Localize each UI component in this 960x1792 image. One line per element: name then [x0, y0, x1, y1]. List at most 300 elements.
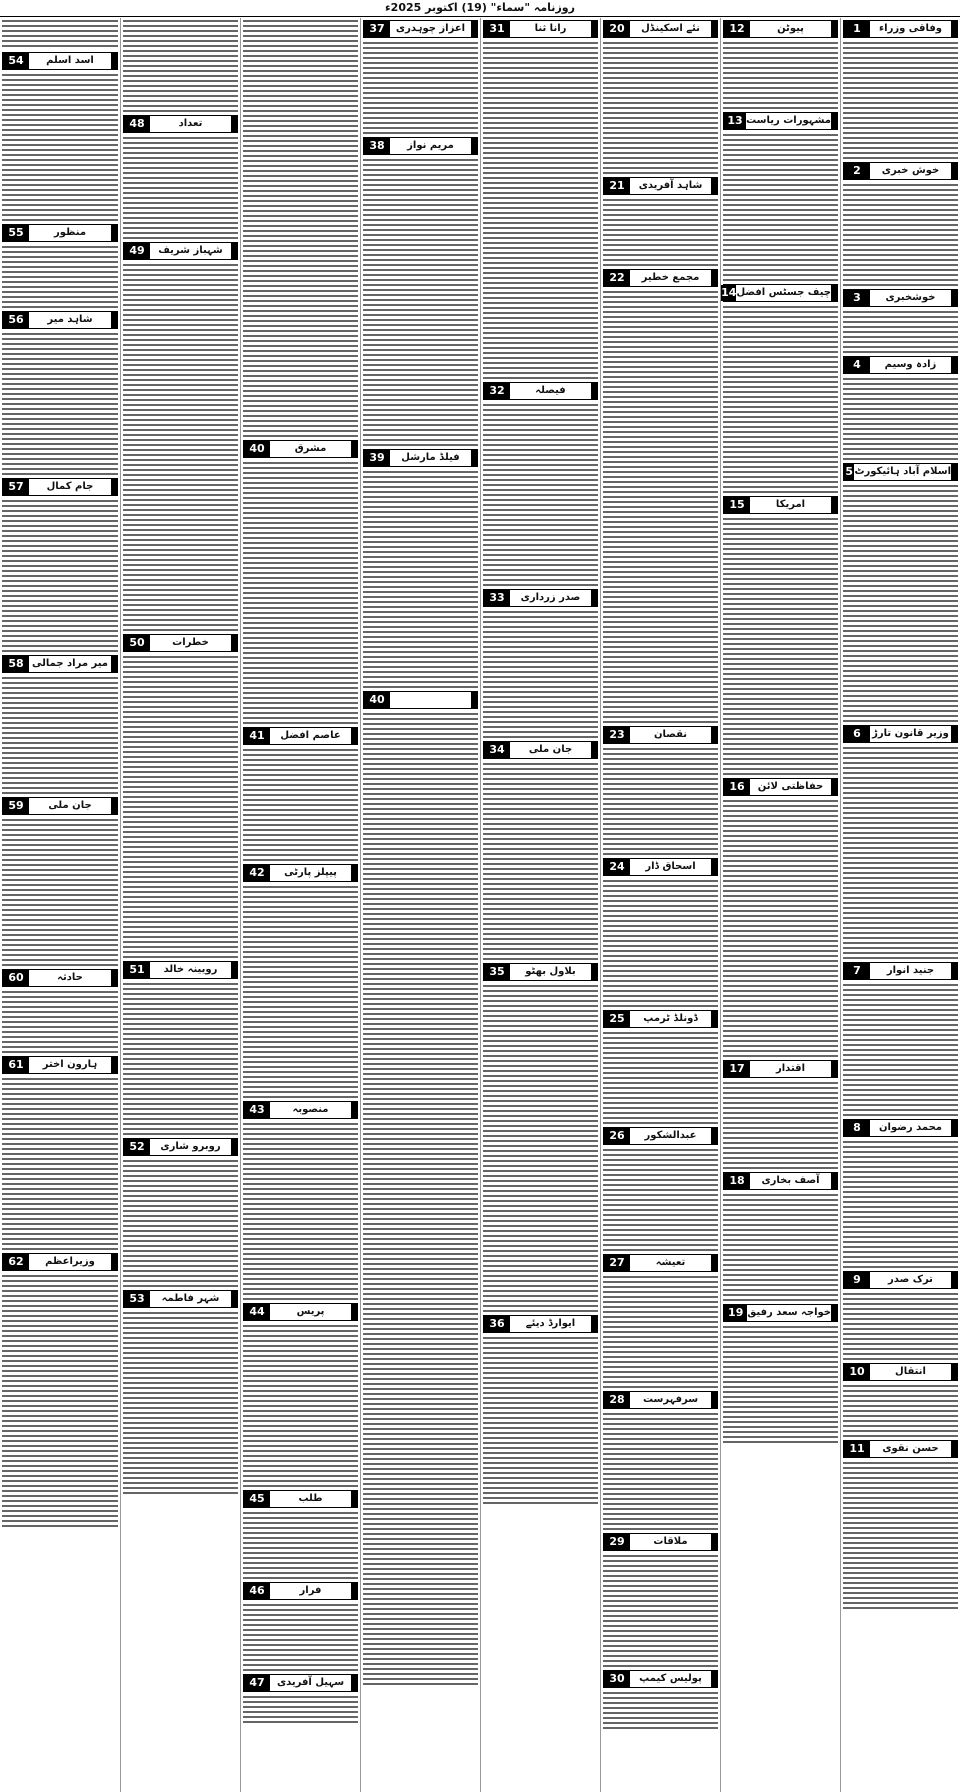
article-body-text [243, 747, 358, 862]
article-number: 23 [604, 727, 630, 743]
article-title: امریکا [775, 499, 806, 510]
section-tag [831, 1061, 837, 1077]
article-title: پریس [296, 1306, 325, 1317]
article-body-text [363, 469, 478, 689]
section-tag [711, 1534, 717, 1550]
article-title: شاہد میر [47, 314, 93, 325]
section-tag [111, 53, 117, 69]
article-number: 49 [124, 243, 150, 259]
section-tag [351, 441, 357, 457]
article-number: 39 [364, 450, 390, 466]
article-title: اقتدار [775, 1063, 806, 1074]
column-5 [360, 18, 480, 1792]
news-article [723, 496, 838, 776]
section-tag [591, 590, 597, 606]
article-header [2, 224, 118, 242]
news-article [123, 961, 238, 1136]
article-body-text [243, 884, 358, 1099]
article-number: 12 [724, 21, 750, 37]
article-body-text [843, 1383, 958, 1438]
article-number: 15 [724, 497, 750, 513]
news-article [123, 242, 238, 632]
section-tag [711, 21, 717, 37]
article-body-text [843, 1460, 958, 1610]
section-tag [951, 290, 957, 306]
section-tag [951, 1272, 957, 1288]
news-article [363, 449, 478, 689]
article-number: 29 [604, 1534, 630, 1550]
article-title: طلب [298, 1493, 323, 1504]
column-2 [720, 18, 840, 1792]
article-number: 38 [364, 138, 390, 154]
article-title: بلاول بھٹو [525, 966, 576, 977]
article-header [243, 1674, 358, 1692]
article-number: 26 [604, 1128, 630, 1144]
section-tag [951, 1120, 957, 1136]
news-article [2, 311, 118, 476]
article-header [603, 726, 718, 744]
article-title: حسن نقوی [882, 1443, 939, 1454]
section-tag [231, 962, 237, 978]
article-header [243, 1582, 358, 1600]
article-header [2, 311, 118, 329]
news-article [723, 778, 838, 1058]
section-tag [711, 1671, 717, 1687]
article-title: عبدالشکور [644, 1130, 697, 1141]
article-number: 2 [844, 163, 870, 179]
article-number: 13 [724, 113, 746, 129]
article-header [243, 1490, 358, 1508]
news-article [843, 356, 958, 461]
article-number: 54 [3, 53, 29, 69]
article-title: اسحاق ڈار [645, 861, 696, 872]
article-number: 33 [484, 590, 510, 606]
article-header [243, 1303, 358, 1321]
news-article [123, 1138, 238, 1288]
article-number: 30 [604, 1671, 630, 1687]
section-tag [711, 727, 717, 743]
section-tag [711, 1011, 717, 1027]
section-tag [951, 464, 957, 480]
section-tag [351, 1583, 357, 1599]
article-number: 53 [124, 1291, 150, 1307]
article-header [843, 1440, 958, 1458]
article-title: جنید انوار [886, 965, 935, 976]
news-article [483, 741, 598, 961]
article-title: صدر زرداری [520, 592, 581, 603]
article-number: 20 [604, 21, 630, 37]
article-body-text [123, 654, 238, 959]
article-title: منظور [53, 227, 87, 238]
news-article [243, 1582, 358, 1672]
article-body-text [483, 40, 598, 380]
article-title: روبرو شاری [160, 1141, 221, 1152]
article-title: ملاقات [653, 1536, 688, 1547]
section-tag [951, 726, 957, 742]
news-article [723, 284, 838, 494]
article-body-text [603, 1147, 718, 1252]
article-header [2, 1056, 118, 1074]
article-body-text [2, 817, 118, 967]
section-tag [711, 1128, 717, 1144]
article-number: 8 [844, 1120, 870, 1136]
article-body-text [2, 18, 118, 50]
article-number: 45 [244, 1491, 270, 1507]
article-header [843, 962, 958, 980]
article-header [723, 112, 838, 130]
news-article [243, 1674, 358, 1724]
article-body-text [2, 675, 118, 795]
news-article [363, 20, 478, 135]
article-number: 35 [484, 964, 510, 980]
article-body-text [843, 982, 958, 1117]
column-7 [120, 18, 240, 1792]
article-number: 44 [244, 1304, 270, 1320]
article-header [723, 1304, 838, 1322]
news-article [243, 1490, 358, 1580]
article-header [243, 864, 358, 882]
section-tag [591, 383, 597, 399]
section-tag [711, 1255, 717, 1271]
article-header [723, 1172, 838, 1190]
news-article [723, 20, 838, 110]
news-article [243, 864, 358, 1099]
article-title: ترک صدر [888, 1274, 933, 1285]
article-body-text [723, 1324, 838, 1444]
article-title: شہباز شریف [158, 245, 223, 256]
article-title: خوش خبری [881, 165, 940, 176]
section-tag [711, 178, 717, 194]
article-number: 11 [844, 1441, 870, 1457]
article-body-text [603, 746, 718, 856]
article-number: 43 [244, 1102, 270, 1118]
section-tag [831, 1173, 837, 1189]
article-header [123, 1138, 238, 1156]
article-title: تعداد [178, 118, 203, 129]
article-title: رویینہ خالد [163, 964, 218, 975]
article-number: 27 [604, 1255, 630, 1271]
article-header [483, 382, 598, 400]
article-body-text [123, 1158, 238, 1288]
article-header [483, 963, 598, 981]
article-number: 55 [3, 225, 29, 241]
article-body-text [2, 331, 118, 476]
article-number: 10 [844, 1364, 870, 1380]
news-article [123, 1290, 238, 1495]
article-number: 41 [244, 728, 270, 744]
article-number: 7 [844, 963, 870, 979]
article-title: فیصلہ [535, 385, 566, 396]
article-title: مریم نواز [407, 140, 454, 151]
section-tag [951, 963, 957, 979]
article-header [843, 463, 958, 481]
article-body-text [723, 1192, 838, 1302]
news-article [603, 1533, 718, 1668]
news-article [2, 1253, 118, 1528]
article-number: 58 [3, 656, 29, 672]
article-header [723, 496, 838, 514]
article-title: آصف بخاری [761, 1175, 820, 1186]
article-number: 46 [244, 1583, 270, 1599]
news-article [843, 962, 958, 1117]
newspaper-page [0, 18, 960, 1792]
section-tag [951, 163, 957, 179]
article-body-text [843, 309, 958, 354]
article-number: 4 [844, 357, 870, 373]
section-tag [351, 1304, 357, 1320]
article-header [123, 242, 238, 260]
article-title: خطرات [172, 637, 209, 648]
article-title: نئے اسکینڈل [641, 23, 700, 34]
news-article [483, 963, 598, 1313]
section-tag [831, 21, 837, 37]
article-header [2, 797, 118, 815]
news-article [603, 177, 718, 267]
article-body-text [483, 761, 598, 961]
article-title: رانا ثنا [534, 23, 567, 34]
article-header [483, 20, 598, 38]
article-header [483, 589, 598, 607]
article-body-text [843, 745, 958, 960]
article-title: زادہ وسیم [884, 359, 937, 370]
article-body-text [243, 18, 358, 438]
article-body-text [603, 1030, 718, 1125]
article-number: 34 [484, 742, 510, 758]
news-article [363, 137, 478, 447]
section-tag [591, 1316, 597, 1332]
article-title: محمد رضوان [878, 1122, 942, 1133]
article-body-text [603, 1553, 718, 1668]
article-number: 31 [484, 21, 510, 37]
article-body-text [843, 1139, 958, 1269]
article-header [363, 137, 478, 155]
article-title: فیلڈ مارشل [401, 452, 460, 463]
article-body-text [483, 402, 598, 587]
article-header [723, 20, 838, 38]
section-tag [231, 1291, 237, 1307]
article-title: وزیر قانون تارڑ [872, 728, 949, 739]
article-number: 59 [3, 798, 29, 814]
section-tag [111, 656, 117, 672]
news-article [603, 1254, 718, 1389]
column-3 [600, 18, 720, 1792]
article-title: حفاظتی لائن [757, 781, 824, 792]
article-header [603, 1127, 718, 1145]
column-4 [480, 18, 600, 1792]
article-number: 36 [484, 1316, 510, 1332]
news-article [843, 1363, 958, 1438]
news-article [2, 224, 118, 309]
article-header [603, 269, 718, 287]
article-title: پیوٹن [777, 23, 804, 34]
news-article [843, 725, 958, 960]
article-title: خوشخبری [885, 292, 936, 303]
article-header [843, 289, 958, 307]
section-tag [471, 450, 477, 466]
article-number: 19 [724, 1305, 747, 1321]
section-tag [711, 270, 717, 286]
news-article [243, 440, 358, 725]
section-tag [471, 692, 477, 708]
article-number: 17 [724, 1061, 750, 1077]
article-body-text [363, 40, 478, 135]
news-article [843, 1271, 958, 1361]
news-article [603, 20, 718, 175]
section-tag [591, 21, 597, 37]
column-1 [840, 18, 960, 1792]
article-body-text [603, 1411, 718, 1531]
article-title: نقصان [653, 729, 688, 740]
news-article [723, 1060, 838, 1170]
article-body-text [723, 1080, 838, 1170]
article-title: اسد اسلم [46, 55, 94, 66]
news-article [243, 18, 358, 438]
column-8 [0, 18, 120, 1792]
article-header [723, 778, 838, 796]
article-number: 14 [721, 286, 737, 299]
article-body-text [243, 1121, 358, 1301]
article-header [723, 1060, 838, 1078]
article-title: عاصم افضل [280, 730, 341, 741]
section-tag [831, 285, 837, 301]
section-tag [231, 635, 237, 651]
news-article [603, 269, 718, 724]
news-article [603, 1670, 718, 1730]
article-header [123, 961, 238, 979]
article-body-text [723, 516, 838, 776]
article-title: شاہد آفریدی [638, 180, 703, 191]
article-body-text [723, 304, 838, 494]
section-tag [351, 728, 357, 744]
article-number: 37 [364, 21, 390, 37]
article-number: 25 [604, 1011, 630, 1027]
article-header [2, 655, 118, 673]
news-article [2, 18, 118, 50]
article-title: اعزاز چوہدری [395, 23, 466, 34]
article-header [843, 356, 958, 374]
section-tag [711, 1392, 717, 1408]
article-title: سرفہرست [642, 1394, 699, 1405]
section-tag [351, 1102, 357, 1118]
article-title: جان ملی [528, 744, 573, 755]
news-article [603, 858, 718, 1008]
article-body-text [723, 132, 838, 282]
news-article [243, 1101, 358, 1301]
article-header [603, 1533, 718, 1551]
article-body-text [123, 981, 238, 1136]
article-header [2, 478, 118, 496]
news-article [723, 1172, 838, 1302]
section-tag [231, 243, 237, 259]
article-header [483, 1315, 598, 1333]
article-number: 6 [844, 726, 870, 742]
article-body-text [243, 460, 358, 725]
article-title: فرار [299, 1585, 322, 1596]
article-body-text [123, 1310, 238, 1495]
article-number: 3 [844, 290, 870, 306]
news-article [843, 1119, 958, 1269]
article-header [723, 284, 838, 302]
news-article [2, 478, 118, 653]
article-header [843, 1271, 958, 1289]
news-article [2, 1056, 118, 1251]
article-title: مشہورات ریاست [746, 115, 831, 126]
section-tag [351, 1675, 357, 1691]
section-tag [471, 138, 477, 154]
article-header [603, 1010, 718, 1028]
section-tag [951, 1441, 957, 1457]
news-article [243, 1303, 358, 1488]
news-article [843, 463, 958, 723]
article-body-text [243, 1694, 358, 1724]
article-body-text [483, 1335, 598, 1505]
news-article [2, 655, 118, 795]
article-title: چیف جسٹس افضل [736, 287, 831, 298]
article-number: 42 [244, 865, 270, 881]
article-number: 1 [844, 21, 870, 37]
article-body-text [603, 197, 718, 267]
section-tag [231, 116, 237, 132]
article-number: 5 [845, 465, 854, 478]
column-6 [240, 18, 360, 1792]
article-title: شہر فاطمہ [161, 1293, 220, 1304]
article-title: منصوبہ [292, 1104, 329, 1115]
article-body-text [243, 1602, 358, 1672]
section-tag [951, 357, 957, 373]
article-title: تعیشہ [655, 1257, 686, 1268]
article-title: میر مراد جمالی [32, 658, 108, 669]
article-header [843, 725, 958, 743]
section-tag [111, 970, 117, 986]
article-number: 56 [3, 312, 29, 328]
article-header [243, 1101, 358, 1119]
article-header [123, 115, 238, 133]
article-number: 22 [604, 270, 630, 286]
section-tag [111, 225, 117, 241]
section-tag [831, 113, 837, 129]
article-header [363, 449, 478, 467]
article-header [843, 162, 958, 180]
article-body-text [2, 72, 118, 222]
section-tag [831, 779, 837, 795]
news-article [843, 289, 958, 354]
article-body-text [603, 878, 718, 1008]
section-tag [591, 964, 597, 980]
article-body-text [843, 376, 958, 461]
article-body-text [363, 711, 478, 1686]
article-body-text [2, 1273, 118, 1528]
article-number: 61 [3, 1057, 29, 1073]
article-header [483, 741, 598, 759]
article-header [243, 727, 358, 745]
article-body-text [243, 1323, 358, 1488]
section-tag [711, 859, 717, 875]
section-tag [951, 1364, 957, 1380]
article-title: مشرق [294, 443, 327, 454]
news-article [603, 1391, 718, 1531]
section-tag [111, 312, 117, 328]
article-body-text [243, 1510, 358, 1580]
section-tag [471, 21, 477, 37]
article-body-text [2, 1076, 118, 1251]
section-tag [831, 1305, 837, 1321]
article-body-text [603, 1274, 718, 1389]
article-body-text [2, 498, 118, 653]
article-title: ہارون اختر [42, 1059, 98, 1070]
section-tag [831, 497, 837, 513]
article-title: جام کمال [46, 481, 94, 492]
article-title: سہیل آفریدی [276, 1677, 345, 1688]
